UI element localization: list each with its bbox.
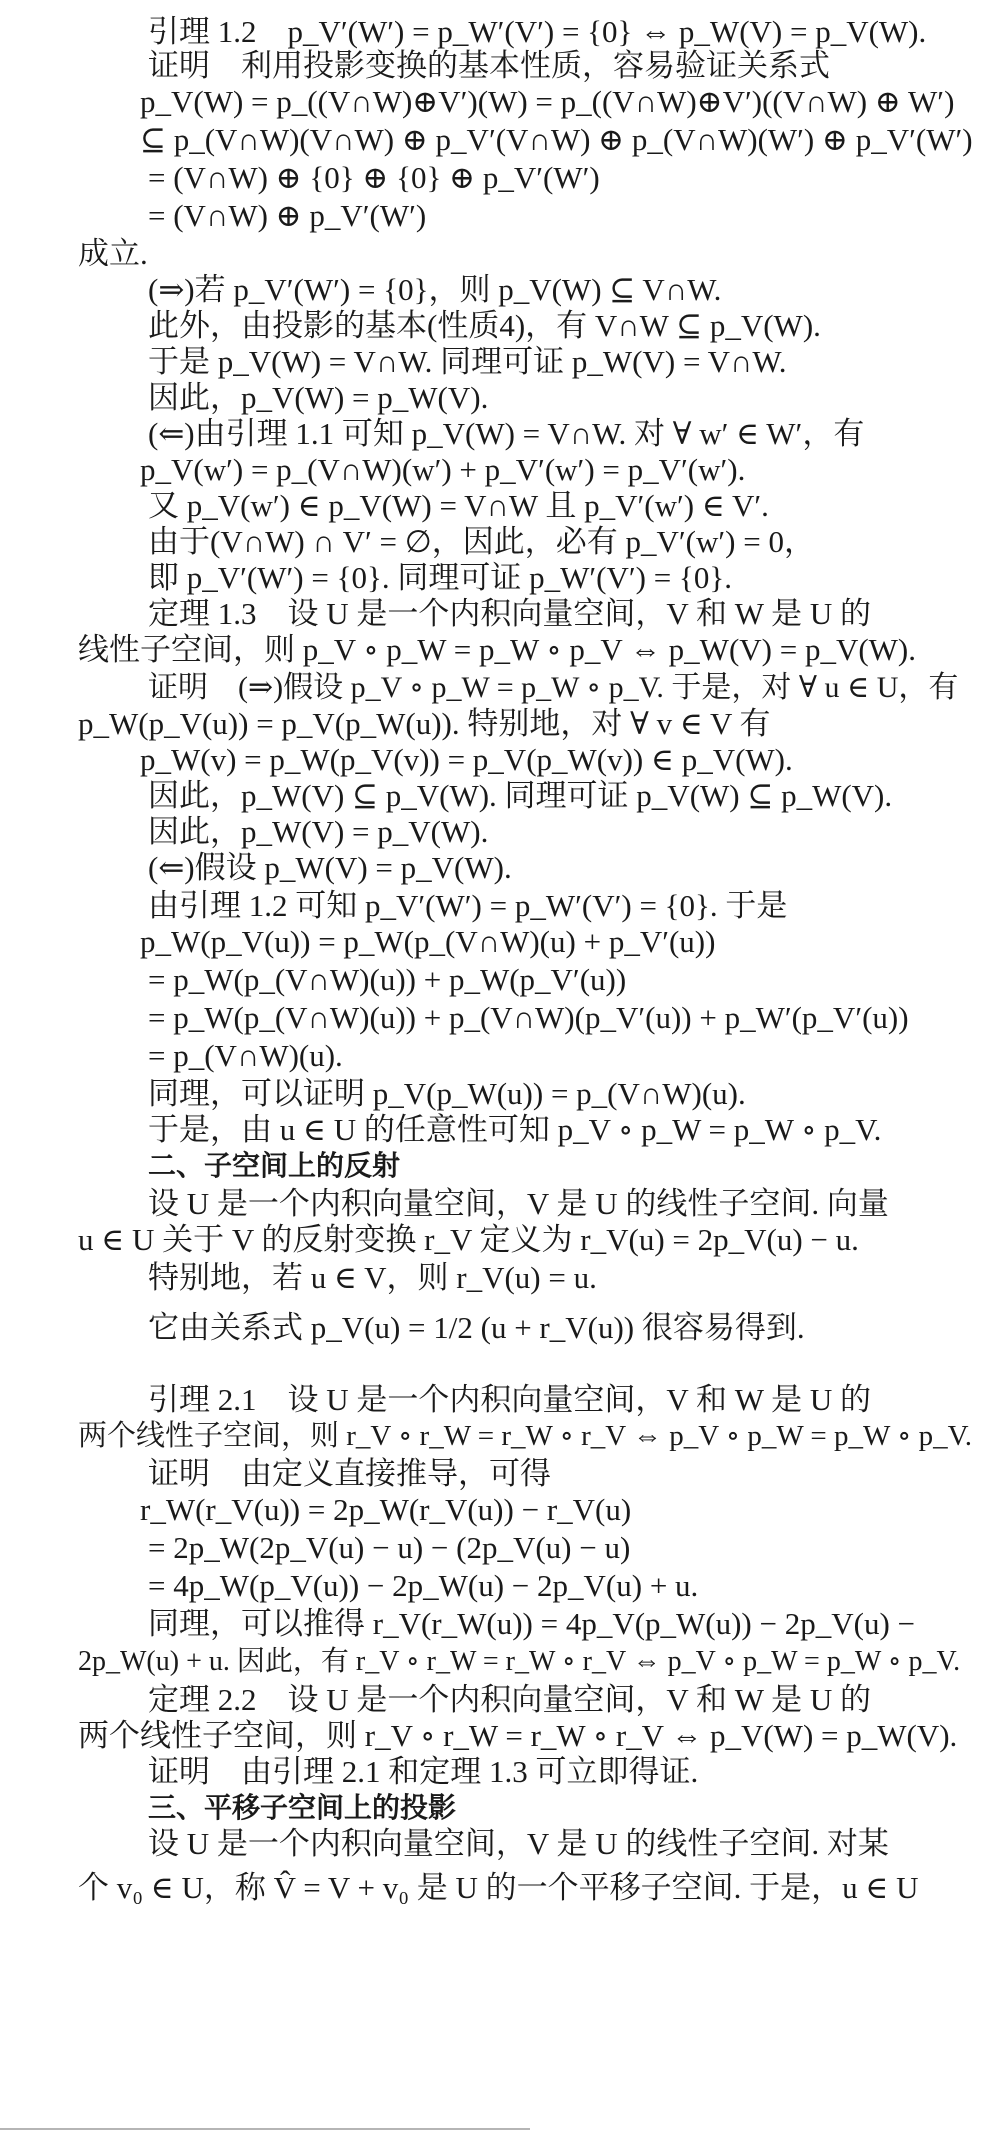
text-line: (⇒)若 p_V′(W′) = {0}，则 p_V(W) ⊆ V∩W.	[148, 272, 722, 307]
proof-intro: 证明 由定义直接推导，可得	[148, 1456, 551, 1491]
section-heading: 二、子空间上的反射	[148, 1149, 401, 1182]
text-line: u ∈ U 关于 V 的反射变换 r_V 定义为 r_V(u) = 2p_V(u) − u.	[78, 1222, 859, 1257]
equation-line: p_V(w′) = p_(V∩W)(w′) + p_V′(w′) = p_V′(w′).	[140, 452, 746, 487]
equation-line: p_W(p_V(u)) = p_W(p_(V∩W)(u) + p_V′(u))	[140, 924, 716, 959]
text-line: 又 p_V(w′) ∈ p_V(W) = V∩W 且 p_V′(w′) ∈ V′.	[148, 488, 769, 523]
text-line: 此外，由投影的基本(性质4)，有 V∩W ⊆ p_V(W).	[148, 308, 821, 343]
equation-line: ⊆ p_(V∩W)(V∩W) ⊕ p_V′(V∩W) ⊕ p_(V∩W)(W′) ⊕ p_V′(W′)	[140, 122, 973, 157]
proof-intro: 证明 由引理 2.1 和定理 1.3 可立即得证.	[148, 1754, 699, 1789]
text-line: 于是 p_V(W) = V∩W. 同理可证 p_W(V) = V∩W.	[148, 344, 787, 379]
equation-line: = p_(V∩W)(u).	[148, 1038, 343, 1073]
text-line: 即 p_V′(W′) = {0}. 同理可证 p_W′(V′) = {0}.	[148, 560, 732, 595]
text-line: 设 U 是一个内积向量空间，V 是 U 的线性子空间. 对某	[148, 1826, 889, 1861]
text-line: 于是，由 u ∈ U 的任意性可知 p_V ∘ p_W = p_W ∘ p_V.	[148, 1112, 882, 1147]
text-line: 成立.	[78, 236, 148, 271]
equation-line: p_V(W) = p_((V∩W)⊕V′)(W) = p_((V∩W)⊕V′)((V∩W) ⊕ W′)	[140, 84, 955, 119]
text-line: 因此，p_W(V) = p_V(W).	[148, 814, 489, 849]
equation-line: p_W(v) = p_W(p_V(v)) = p_V(p_W(v)) ∈ p_V(W).	[140, 742, 793, 777]
text-line: 特别地，若 u ∈ V，则 r_V(u) = u.	[148, 1260, 597, 1295]
text-line: p_W(p_V(u)) = p_V(p_W(u)). 特别地，对 ∀ v ∈ V 有	[78, 706, 771, 741]
text-line: 两个线性子空间，则 r_V ∘ r_W = r_W ∘ r_V ⇔ p_V(W) = p_W(V).	[78, 1718, 958, 1753]
equation-line: = p_W(p_(V∩W)(u)) + p_W(p_V′(u))	[148, 962, 627, 997]
equation-line: r_W(r_V(u)) = 2p_W(r_V(u)) − r_V(u)	[140, 1492, 632, 1527]
section-heading: 三、平移子空间上的投影	[148, 1791, 457, 1824]
text-line: 因此，p_V(W) = p_W(V).	[148, 380, 489, 415]
theorem-2-2-statement: 定理 2.2 设 U 是一个内积向量空间，V 和 W 是 U 的	[148, 1682, 872, 1717]
text-line: 因此，p_W(V) ⊆ p_V(W). 同理可证 p_V(W) ⊆ p_W(V).	[148, 778, 893, 813]
footer-rule	[0, 2128, 530, 2130]
text-line: 同理，可以推得 r_V(r_W(u)) = 4p_V(p_W(u)) − 2p_V(u) −	[148, 1606, 916, 1641]
text-line: 由引理 1.2 可知 p_V′(W′) = p_W′(V′) = {0}. 于是	[148, 888, 788, 923]
text-line: 设 U 是一个内积向量空间，V 是 U 的线性子空间. 向量	[148, 1186, 889, 1221]
text-line: (⇐)假设 p_W(V) = p_V(W).	[148, 850, 512, 885]
theorem-1-3-statement: 定理 1.3 设 U 是一个内积向量空间，V 和 W 是 U 的	[148, 596, 872, 631]
equation-line: = (V∩W) ⊕ p_V′(W′)	[148, 198, 427, 233]
equation-line: = 4p_W(p_V(u)) − 2p_W(u) − 2p_V(u) + u.	[148, 1568, 699, 1603]
text-line: 证明 (⇒)假设 p_V ∘ p_W = p_W ∘ p_V. 于是，对 ∀ u ∈ U，有	[148, 671, 959, 704]
text-line: 线性子空间，则 p_V ∘ p_W = p_W ∘ p_V ⇔ p_W(V) = p_V(W).	[78, 632, 916, 667]
proof-intro: 证明 利用投影变换的基本性质，容易验证关系式	[148, 48, 830, 83]
text-line: 由于(V∩W) ∩ V′ = ∅，因此，必有 p_V′(w′) = 0，	[148, 524, 815, 559]
text-line: (⇐)由引理 1.1 可知 p_V(W) = V∩W. 对 ∀ w′ ∈ W′，有	[148, 416, 865, 451]
text-line: 它由关系式 p_V(u) = 1/2 (u + r_V(u)) 很容易得到.	[148, 1310, 805, 1345]
equation-line: = (V∩W) ⊕ {0} ⊕ {0} ⊕ p_V′(W′)	[148, 160, 600, 195]
text-line: 个 v₀ ∈ U，称 V̂ = V + v₀ 是 U 的一个平移子空间. 于是，u ∈ U	[78, 1870, 919, 1905]
lemma-1-2-statement: 引理 1.2 p_V′(W′) = p_W′(V′) = {0} ⇔ p_W(V) = p_V(W).	[148, 14, 927, 49]
text-line: 2p_W(u) + u. 因此，有 r_V ∘ r_W = r_W ∘ r_V ⇔ p_V ∘ p_W = p_W ∘ p_V.	[78, 1646, 961, 1677]
equation-line: = p_W(p_(V∩W)(u)) + p_(V∩W)(p_V′(u)) + p_W′(p_V′(u))	[148, 1000, 909, 1035]
text-line: 两个线性子空间，则 r_V ∘ r_W = r_W ∘ r_V ⇔ p_V ∘ p_W = p_W ∘ p_V.	[78, 1420, 973, 1452]
equation-line: = 2p_W(2p_V(u) − u) − (2p_V(u) − u)	[148, 1530, 631, 1565]
text-line: 同理，可以证明 p_V(p_W(u)) = p_(V∩W)(u).	[148, 1076, 746, 1111]
lemma-2-1-statement: 引理 2.1 设 U 是一个内积向量空间，V 和 W 是 U 的	[148, 1382, 872, 1417]
